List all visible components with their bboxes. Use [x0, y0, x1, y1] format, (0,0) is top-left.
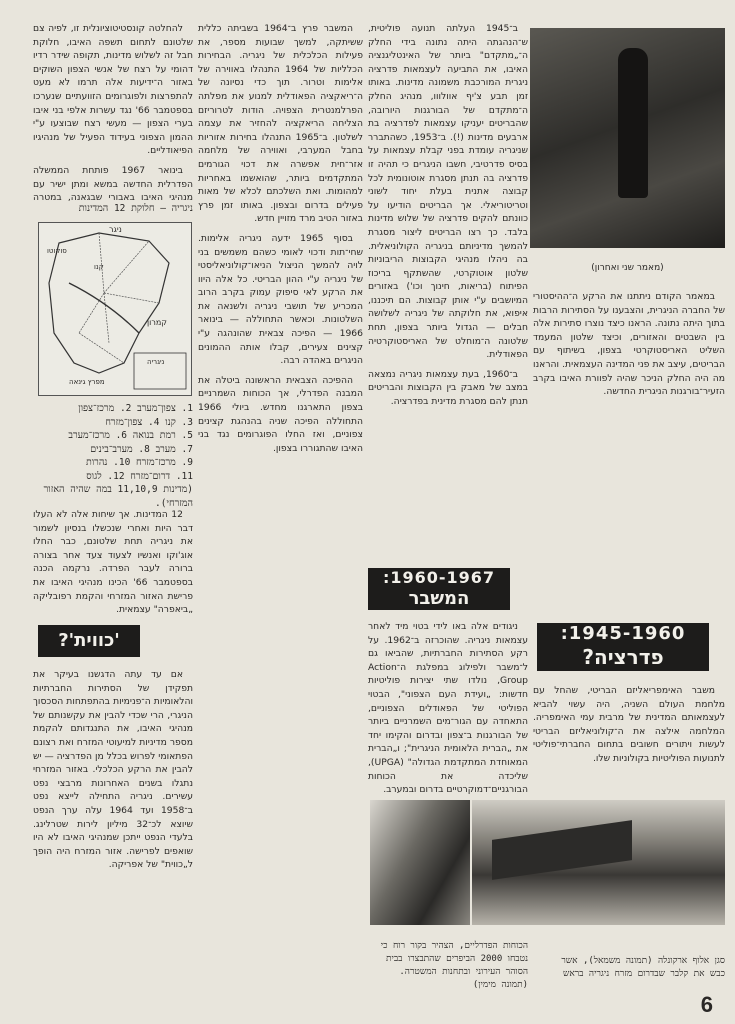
heading-title: המשבר: [408, 588, 470, 609]
building-silhouette: [492, 820, 632, 880]
col3-text: [198, 22, 363, 997]
legend-row: 11. דרום־מזרח 12. לגוס: [86, 470, 193, 482]
section-heading-crisis: [368, 568, 510, 610]
heading-title: 'כווית'?: [58, 630, 120, 651]
paragraph: אם עד עתה הדגשנו בעיקר את תפקידן של הסתירות החברתיות והלאומיות ה־פנימיות בהתפתחות הסכסוך הניגרי, הרי שכדי להבין את עקשנותם של מנהיגי האיבו, את התנגדותם להקמת מספר מדיניות למיעוטי המזרח ואת רצונם הפתאומי לפרוש בכלל מן הפדרציה — יש להבין את הרקע הכלכלי. באזור המזרחי נתגלו בשנים האחרונות מרבצי נפט עשירים. ניגריה התחילה לייצא נפט ב־1958 ועד 1964 עלה ערך הנפט שיוצא לכ־32 מיליון לירות שטרלינג. בלעדי הנפט ייתכן שמנהיגי האיבו לא היו שואפים לפרישה. אזור המזרח היה הופך ל„כווית" של אפריקה.: [33, 669, 193, 871]
legend-row: (מדינות 11,10,9 במה שהיה האזור המזרחי).: [43, 484, 193, 509]
officer-photo: [370, 800, 470, 925]
heading-years: 1945-1960:: [560, 623, 686, 644]
article-part-caption: (מאמר שני ואחרון): [591, 263, 664, 273]
legend-row: 7. מערב 8. מערב־בינים: [90, 443, 193, 455]
col4-section: [33, 668, 193, 993]
paragraph: להחלטה קונסטיטוציונלית זו, לפיה צם שלטונם לתחום תשפה האיבו, חלוקת חבל זה לשלוש מדינות, תקופה שידר רדיו דהומי על רצח של אנשי הצפון השוקים באזור ה־ידיעות אלה תרמו לא מעט להתפרצות ולפוגרומים הזוועתיים שנערכו בספטמבר 66' נגד עשרות אלפי בני איבו בערי הצפון — מעשי רצח שבוצעו ע"י ההמון הצפוני בעידוד הפעיל של מנהיגיו הפיאודליים.: [33, 23, 193, 157]
section-heading-kuwait: [38, 625, 140, 657]
photo-caption-left: הכוחות הפדרליים, הצהיר בקור רוח כי נטבחו 2000 הביפרים שהתבצרו בבית הסוהר העירוני ובתחנות המשטרה. (תמונה מימין): [380, 941, 528, 990]
soldier-figure: [618, 48, 648, 198]
paragraph: המשבר פרץ ב־1964 בשביתה כללית ששיתקה, למשך שבועות מספר, את פעילות הכלכלית של ניגריה. הבחירות הכלליות של 1964 התנהלו באווירה של אלימות וטרור. תוך כדי נסיונה של ה־ריאקציה הפאודלית למנוע את מפלתה הפרלמנטרית הצפויה. הודות לטרוריזם הצליחה הריאקציה להחזיר את עצמה לשלטון. ב־1965 התנהלו בחירות אזוריות בחבל המערבי, ואווירה של מלחמה אזר־חית אפשרה את דכוי הגורמים המתקדמים ביותר, שהואשמו באחריות למהומות. ואת השלכתם לכלא של מאות פעילים בדרום ובצפון. באותו זמן פרץ באזור הטיב מרד מזויין חדש.: [198, 23, 363, 225]
legend-row: 9. מרכז־מזרח 10. נהרות: [85, 457, 193, 468]
heading-years: 1960-1967:: [382, 568, 496, 587]
map-label-kano: קנו: [94, 263, 104, 271]
paragraph: 12 המדינות. אך שיחות אלה לא העלו דבר היות ואחרי שנכשלו בנסיון לשמור את ניגריה תחת שלטונם, כבר החלו אוג'וקו ואנשיו לצעוד צעד אחר בצורה ברורה לעבר הפרדה. נרקמה הכנה בספטמבר 66' הכינו מנהיגי האיבו את פרישת האזור המזרחי והקמת רפובליקה „ביאפרה" עצמאית.: [33, 509, 193, 616]
paragraph: ניגודים אלה באו לידי בטוי מיד לאחר עצמאות ניגריה. שהוכרזה ב־1962. על רקע הסתירות החברתיות, שהביאו גם ל־משבר ולפילוג במפלגת ה־Action Group, נולדו שתי יצירות פוליטיות חדשות: „ועידת העם הצפוני", הבטוי הפוליטי של הפאודלים הצפוניים, התאחדה עם הגור־מים השמרניים ביותר של הבורגנות ב־צפון ובדרום והקימו יחד את „הברית הלאומית הניגרית"; ו„הברית המאוחדת המתקדמת הגדולה" (UPGA), שליכדה את הכוחות הבורגניים־דמוקרטיים בדרום ובמערב.: [368, 621, 528, 796]
col4-text-mid: [33, 508, 193, 616]
paragraph: במאמר הקודם ניתתנו את הרקע ה־ההיסטורי של החברה הניגרית, והצבענו על הסתירות הרבות בתוך היתה נתונה. הראנו כיצד נוצרו סתירות אלה בין השבטים והאזורים, וכיצד שלטון המעמד השליט האריסטוקרטי בצפון, בשיתוף עם הבריטים, עיצב את פני המדינה העצמאית. והראנו מה היה החלק הניכר שהיה לפוורת האיבו בקרב הזעיר־בורגנות הניגרית החדשה.: [533, 291, 725, 398]
soldier-photo: [530, 28, 725, 248]
paragraph: משבר האימפריאליזם הבריטי, שהחל עם מלחמת העולם השניה, היה עשוי להביא לעצמאותם המדינית של מרבית עמי האימפריה. המלחמה אילצה את ה־קולוניאליזם הבריטי לעשות ויתורים חשובים בתחום החברתי־פוליטי לתנועות הפוליטיות בקולוניות שלו.: [533, 685, 725, 764]
paragraph: בינואר 1967 פותחת הממשלה הפדרלית החדשה במשא ומתן ישיר עם מנהיגי האיבו באבורי שבגאנה, במטרה: [33, 164, 193, 202]
map-title: ניגריה — חלוקת 12 המדינות: [78, 203, 193, 214]
col1-intro: [533, 290, 725, 610]
nigeria-map: [38, 222, 192, 396]
map-label-nigeria-box: ניגריה: [147, 358, 165, 366]
paragraph: ב־1945 העלתה תנועה פוליטית, ש־הנהגתה היתה נתונה בידי החלק ה־„מתקדם" ביותר של האינטליגנציה האיבו, את התביעה לעצמאות פדרציה ניגרית המורכבת משמונה מדינות. באותו זמן תבע צ'יף אוולווו, מנהיג החלק ה־מתקדם של הבורגנות היורובה, שהבריטים יעניקו עצמאות לפדרציה בת ארבעים מדינות (!). ב־1953, כשהתברר שניגריה עומדת בפני קבלת עצמאות על בסיס פדרטיבי, חשבו הניגרים כי תהיה זו פדרציה בה תנתן מסגרת אוטונומית לכל קבוצה אתנית בעלת יחוד לשוני וטריטוריאלי. אך הבריטים הודיעו על כוונתם להקים פדרציה של שלוש מדינות בלבד. כך רצו הבריטים ליצור מסגרת להמשך מדיניותם בניגריה הקולוניאלית. בה ניהלו מנהיגי הקבוצות הריבוניות שלטון אוטוקרטי, שהשתקף בריכוז הפיתוח (בריאות, חינוך וכו') באזורים המיושבים ע"י אותן קבוצות. הם תיכננו, איפוא, את חלוקתה של ניגריה לשלושה חבלים — הגדול ביותר בצפון, תחת שלטונה ה־מוחלט של האריסטוקרטיה הפאודלית.: [368, 23, 528, 361]
map-label-cameroon: קמרון: [147, 318, 167, 327]
legend-row: 3. קנו 4. צפון־מזרח: [105, 416, 193, 428]
heading-title: פדרציה?: [582, 645, 664, 669]
paragraph: ההפיכה הצבאית הראשונה ביטלה את המבנה הפדרלי, אך הכוחות השמרניים בצפון התארגנו מחדש. ביולי 1966 התחוללה הפיכה שניה בהנהגת קצינים צפוניים, ואז החלו הפוגרומים נגד בני האיבו שהתגוררו בצפון.: [198, 374, 363, 454]
map-label-sokoto: סוקוטו: [47, 247, 67, 255]
map-legend: [33, 402, 193, 510]
map-label-niger: ניגר: [109, 225, 122, 234]
col4-text-top: [33, 22, 193, 202]
legend-row: 5. רמת בנואה 6. מרכז־מערב: [68, 430, 193, 441]
page-number: 6: [700, 992, 713, 1017]
paragraph: ב־1960, בעת עצמאות ניגריה נמצאה במצב של מאבק בין הקבוצות והבריטים תנתן להם מסגרת מדינית בפדרציה.: [368, 368, 528, 408]
col2-text: [368, 22, 528, 557]
prison-ruins-photo: [472, 800, 725, 925]
col1-section: [533, 684, 725, 794]
photo-caption-right: סגן אלוף ארקונלה (תמונה משמאל), אשר כבש את קלבר שבדרום מזרח ניגריה בראש: [561, 956, 725, 979]
paragraph: בסוף 1965 ידעה ניגריה אלימות. שחי־תות ודכוי לאומי כשהם משמשים בני לויה להמשך הניצול הניאו־קולוניאליסטי של ניגריה ע"י ההון הבריטי. כל אלה היוו את הרקע לאי סיפוק עמוק בקרב הרוב המכריע של תושבי ניגריה ולשנאה את השלטונות. וכאשר התחוללה — בינואר 1966 — הפיכה צבאית שהונהגה ע"י קצינים צעירים, קבלו אותה ההמונים הניגרים באהדה רבה.: [198, 232, 363, 367]
legend-row: 1. צפון־מערב 2. מרכז־צפון: [78, 403, 193, 414]
col2-section: [368, 620, 528, 798]
map-label-gulf: מפרץ גינאה: [69, 378, 105, 386]
section-heading-federation: [537, 623, 709, 671]
